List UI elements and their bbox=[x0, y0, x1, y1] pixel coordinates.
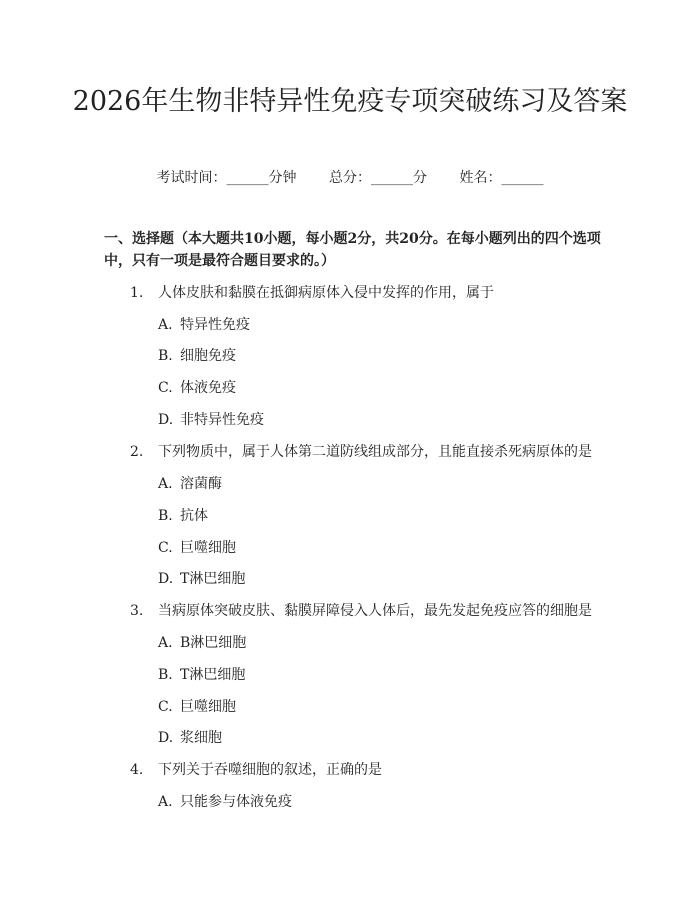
question-2-option-d bbox=[158, 569, 245, 589]
question-2-option-b bbox=[158, 506, 208, 526]
exam-info-line bbox=[0, 168, 700, 188]
option-letter: D. bbox=[158, 412, 174, 428]
option-text: 特异性免疫 bbox=[180, 317, 250, 333]
option-text: 浆细胞 bbox=[180, 730, 222, 746]
question-3-option-d bbox=[158, 728, 222, 748]
question-3 bbox=[130, 601, 592, 621]
option-letter: B. bbox=[158, 508, 173, 524]
total-score-field: 总分：______分 bbox=[329, 170, 427, 186]
question-4 bbox=[130, 760, 382, 780]
document-title: 2026年生物非特异性免疫专项突破练习及答案 bbox=[72, 86, 628, 117]
question-4-option-a bbox=[158, 792, 292, 812]
option-letter: C. bbox=[158, 699, 173, 715]
student-name-field: 姓名：______ bbox=[459, 170, 544, 186]
question-1-option-b bbox=[158, 346, 236, 366]
question-stem: 下列物质中，属于人体第二道防线组成部分，且能直接杀死病原体的是 bbox=[158, 444, 592, 460]
section-heading: 一、选择题（本大题共10小题，每小题2分，共20分。在每小题列出的四个选项中，只有一项是最符合题目要求的。） bbox=[104, 231, 601, 269]
question-2-option-a bbox=[158, 474, 222, 494]
question-stem: 当病原体突破皮肤、黏膜屏障侵入人体后，最先发起免疫应答的细胞是 bbox=[158, 603, 592, 619]
question-1-option-a bbox=[158, 315, 250, 335]
option-text: 巨噬细胞 bbox=[180, 540, 236, 556]
question-1-option-c bbox=[158, 378, 236, 398]
option-text: T淋巴细胞 bbox=[180, 667, 246, 683]
question-3-option-c bbox=[158, 697, 236, 717]
question-3-option-a bbox=[158, 633, 246, 653]
option-letter: D. bbox=[158, 730, 174, 746]
option-letter: A. bbox=[158, 476, 173, 492]
option-text: 体液免疫 bbox=[180, 380, 236, 396]
question-3-option-b bbox=[158, 665, 245, 685]
option-text: 抗体 bbox=[180, 508, 208, 524]
question-number: 3. bbox=[130, 603, 144, 619]
option-text: 溶菌酶 bbox=[180, 476, 222, 492]
question-stem: 下列关于吞噬细胞的叙述，正确的是 bbox=[158, 762, 382, 778]
option-text: B淋巴细胞 bbox=[180, 635, 247, 651]
option-letter: D. bbox=[158, 571, 174, 587]
option-letter: A. bbox=[158, 317, 173, 333]
question-number: 1. bbox=[130, 285, 144, 301]
question-1-option-d bbox=[158, 410, 264, 430]
option-text: 细胞免疫 bbox=[180, 348, 236, 364]
option-letter: C. bbox=[158, 380, 173, 396]
option-text: 非特异性免疫 bbox=[180, 412, 264, 428]
question-stem: 人体皮肤和黏膜在抵御病原体入侵中发挥的作用，属于 bbox=[158, 285, 494, 301]
option-letter: C. bbox=[158, 540, 173, 556]
option-letter: A. bbox=[158, 635, 173, 651]
option-letter: A. bbox=[158, 794, 173, 810]
question-1 bbox=[130, 283, 494, 303]
option-text: T淋巴细胞 bbox=[180, 571, 246, 587]
question-2-option-c bbox=[158, 538, 236, 558]
option-text: 巨噬细胞 bbox=[180, 699, 236, 715]
option-letter: B. bbox=[158, 348, 173, 364]
question-2 bbox=[130, 442, 592, 462]
option-text: 只能参与体液免疫 bbox=[180, 794, 292, 810]
exam-time-field: 考试时间：______分钟 bbox=[156, 170, 297, 186]
option-letter: B. bbox=[158, 667, 173, 683]
question-number: 2. bbox=[130, 444, 144, 460]
question-number: 4. bbox=[130, 762, 144, 778]
